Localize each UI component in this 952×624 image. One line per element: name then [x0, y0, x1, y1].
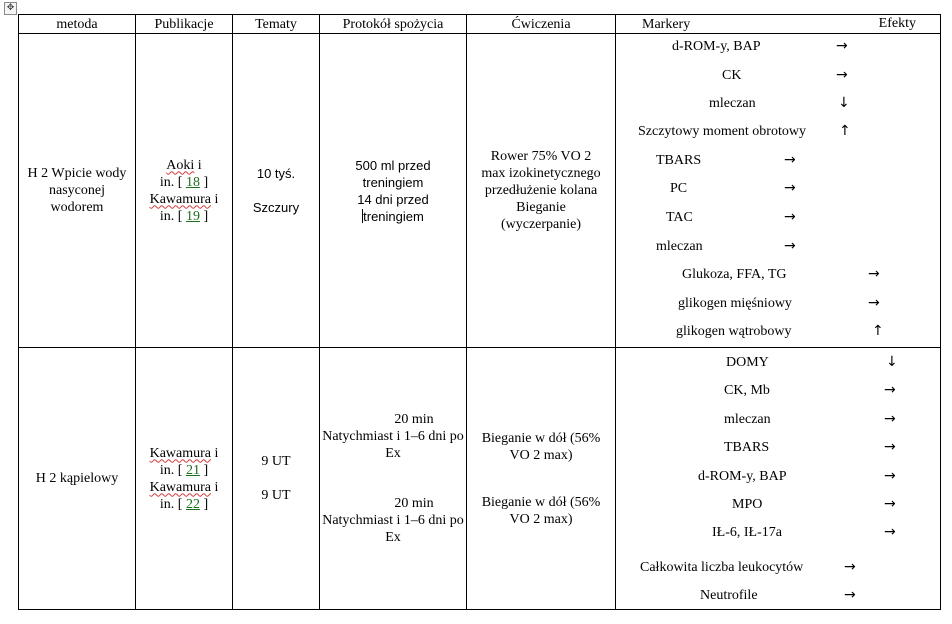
ref-prefix: in. [ — [159, 208, 186, 224]
protocol-cell — [320, 34, 467, 348]
header-metoda: metoda — [19, 15, 136, 34]
marker-name: DOMY — [726, 355, 769, 370]
table-move-handle-icon[interactable]: ✥ — [4, 2, 17, 15]
marker-name: IŁ-6, IŁ-17a — [712, 525, 782, 540]
effect-arrow-icon: → — [884, 382, 896, 398]
header-cwiczenia: Ćwiczenia — [467, 15, 616, 34]
marker-name: TAC — [666, 210, 693, 225]
exercise-text: Rower 75% VO 2 max izokinetycznego przedłużenie kolana — [481, 149, 601, 198]
exercise-text: (wyczerpanie) — [500, 217, 582, 232]
marker-name: PC — [670, 181, 688, 196]
marker-name: MPO — [732, 497, 763, 512]
results-table — [18, 14, 941, 610]
effect-arrow-icon: → — [784, 238, 796, 254]
marker-name: d-ROM-y, BAP — [698, 469, 787, 484]
marker-name: TBARS — [656, 153, 702, 168]
effect-arrow-icon: → — [868, 295, 880, 311]
protocol-cell — [320, 348, 467, 610]
marker-name: TBARS — [724, 440, 770, 455]
effect-arrow-icon: → — [784, 152, 796, 168]
effect-arrow-icon: ↑ — [872, 323, 884, 339]
subjects-type: Szczury — [252, 200, 300, 215]
effect-arrow-icon: → — [884, 496, 896, 512]
method-text: H 2 Wpicie wody nasyconej wodorem — [27, 166, 127, 215]
effect-arrow-icon: → — [784, 209, 796, 225]
effect-arrow-icon: ↓ — [886, 354, 898, 370]
marker-name: Szczytowy moment obrotowy — [638, 124, 806, 139]
method-cell — [19, 348, 136, 610]
marker-name: mleczan — [709, 96, 756, 111]
header-tematy: Tematy — [233, 15, 320, 34]
author-name: Kawamura — [149, 191, 212, 207]
header-row — [19, 15, 941, 34]
ref-suffix: ] — [199, 208, 209, 224]
header-efekty: Efekty — [878, 16, 916, 31]
ref-suffix: ] — [199, 496, 209, 512]
effect-arrow-icon: ↓ — [838, 95, 850, 111]
subjects-count: 10 tyś. — [256, 166, 296, 181]
exercise-cell — [467, 348, 616, 610]
marker-name: CK — [722, 68, 742, 83]
protocol-text: 20 min — [394, 412, 434, 427]
author-name: Kawamura — [149, 445, 212, 461]
effect-arrow-icon: ↑ — [839, 123, 851, 139]
marker-name: Glukoza, FFA, TG — [682, 267, 787, 282]
marker-name: mleczan — [656, 239, 703, 254]
protocol-text: 500 ml przed treningiem — [355, 157, 431, 190]
table-row — [19, 34, 941, 348]
protocol-text: treningiem — [363, 208, 424, 224]
marker-name: Neutrofile — [700, 588, 758, 603]
exercise-cell — [467, 34, 616, 348]
effect-arrow-icon: → — [884, 411, 896, 427]
header-markery-efekty — [616, 15, 941, 34]
effect-arrow-icon: → — [884, 468, 896, 484]
reference-link[interactable]: 21 — [185, 462, 200, 478]
effect-arrow-icon: → — [836, 38, 848, 54]
author-name: Aoki — [166, 157, 195, 173]
author-conj: i — [211, 479, 219, 495]
subjects-cell — [233, 34, 320, 348]
subjects-count: 9 UT — [261, 454, 291, 469]
ref-prefix: in. [ — [159, 174, 186, 190]
exercise-text: Bieganie w dół (56% VO 2 max) — [481, 430, 601, 463]
header-protokol: Protokół spożycia — [320, 15, 467, 34]
publication-cell — [136, 34, 233, 348]
exercise-text: Bieganie — [516, 200, 566, 215]
protocol-text: 20 min — [394, 496, 434, 511]
protocol-text: Natychmiast i 1–6 dni po Ex — [322, 513, 464, 545]
effect-arrow-icon: → — [868, 266, 880, 282]
ref-prefix: in. [ — [159, 496, 186, 512]
marker-name: CK, Mb — [724, 383, 770, 398]
marker-name: glikogen wątrobowy — [676, 324, 792, 339]
ref-suffix: ] — [199, 174, 209, 190]
header-markery: Markery — [642, 16, 691, 32]
marker-name: mleczan — [724, 412, 771, 427]
table-row — [19, 348, 941, 610]
effect-arrow-icon: → — [784, 180, 796, 196]
marker-name: d-ROM-y, BAP — [672, 39, 761, 54]
reference-link[interactable]: 22 — [185, 496, 200, 512]
effect-arrow-icon: → — [884, 524, 896, 540]
effect-arrow-icon: → — [844, 559, 856, 575]
author-conj: i — [211, 445, 219, 461]
author-conj: i — [194, 157, 202, 173]
publication-cell — [136, 348, 233, 610]
markers-cell — [616, 34, 941, 348]
marker-name: Całkowita liczba leukocytów — [640, 560, 804, 575]
reference-link[interactable]: 19 — [185, 208, 200, 224]
subjects-count: 9 UT — [261, 488, 291, 503]
method-cell — [19, 34, 136, 348]
effect-arrow-icon: → — [844, 587, 856, 603]
marker-name: glikogen mięśniowy — [678, 296, 792, 311]
subjects-cell — [233, 348, 320, 610]
effect-arrow-icon: → — [836, 67, 848, 83]
method-text: H 2 kąpielowy — [35, 471, 119, 486]
protocol-text: 14 dni przed — [357, 191, 429, 207]
protocol-text: Natychmiast i 1–6 dni po Ex — [322, 429, 464, 461]
markers-cell — [616, 348, 941, 610]
ref-prefix: in. [ — [159, 462, 186, 478]
exercise-text: Bieganie w dół (56% VO 2 max) — [481, 494, 601, 527]
author-name: Kawamura — [149, 479, 212, 495]
effect-arrow-icon: → — [884, 439, 896, 455]
header-publikacje: Publikacje — [136, 15, 233, 34]
reference-link[interactable]: 18 — [185, 174, 200, 190]
author-conj: i — [211, 191, 219, 207]
ref-suffix: ] — [199, 462, 209, 478]
